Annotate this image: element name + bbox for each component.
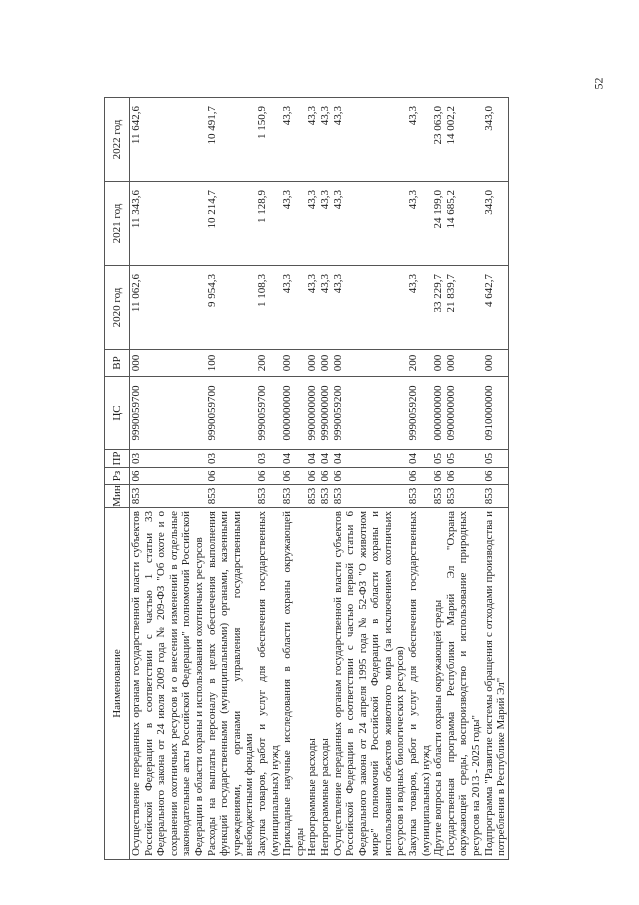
row-value-2021: 11 343,6 xyxy=(130,182,206,266)
row-pr: 03 xyxy=(256,450,281,468)
row-vr: 200 xyxy=(407,350,432,377)
row-rz: 06 xyxy=(445,468,483,485)
row-vr: 000 xyxy=(130,350,206,377)
table-row xyxy=(281,98,306,860)
row-rz: 06 xyxy=(256,468,281,485)
header-rz: Рз xyxy=(105,468,130,485)
header-name: Наименование xyxy=(105,508,130,860)
row-value-2022: 1 150,9 xyxy=(256,98,281,182)
row-name: Прикладные научные исследования в области охраны окружающей среды xyxy=(281,508,306,860)
budget-table-rotated xyxy=(104,98,584,860)
row-name: Осуществление переданных органам государственной власти субъектов Российской Федерации в соответствии с частью первой статьи 6 Федерального закона от 24 апреля 1995 года № 52-ФЗ "О животном мире" полномочий Российской Федерации в области охраны и использования объектов животного мира (за исключением охотничьих ресурсов и водных биологических ресурсов) xyxy=(332,508,408,860)
row-cs: 0000000000 xyxy=(281,377,306,450)
row-value-2021: 43,3 xyxy=(319,182,332,266)
row-name: Закупка товаров, работ и услуг для обеспечения государственных (муниципальных) нужд xyxy=(256,508,281,860)
row-value-2022: 11 642,6 xyxy=(130,98,206,182)
table-row xyxy=(445,98,483,860)
table-row xyxy=(483,98,509,860)
row-cs: 0000000000 xyxy=(432,377,445,450)
row-value-2022: 43,3 xyxy=(407,98,432,182)
row-pr: 03 xyxy=(206,450,256,468)
row-value-2021: 10 214,7 xyxy=(206,182,256,266)
row-min: 853 xyxy=(332,485,408,508)
row-min: 853 xyxy=(306,485,319,508)
row-name: Государственная программа Республики Марий Эл "Охрана окружающей среды, воспроизводство и использование природных ресурсов на 2013 - 2025 годы" xyxy=(445,508,483,860)
row-min: 853 xyxy=(407,485,432,508)
row-rz: 06 xyxy=(407,468,432,485)
header-min: Мин xyxy=(105,485,130,508)
row-pr: 04 xyxy=(319,450,332,468)
row-min: 853 xyxy=(432,485,445,508)
row-vr: 000 xyxy=(319,350,332,377)
header-year-2021: 2021 год xyxy=(105,182,130,266)
table-row xyxy=(306,98,319,860)
row-min: 853 xyxy=(206,485,256,508)
row-cs: 9990059200 xyxy=(332,377,408,450)
row-cs: 9990000000 xyxy=(319,377,332,450)
row-value-2020: 9 954,3 xyxy=(206,266,256,350)
row-rz: 06 xyxy=(483,468,509,485)
row-cs: 0910000000 xyxy=(483,377,509,450)
row-value-2022: 43,3 xyxy=(319,98,332,182)
row-vr: 000 xyxy=(332,350,408,377)
row-value-2020: 43,3 xyxy=(407,266,432,350)
header-year-2020: 2020 год xyxy=(105,266,130,350)
row-value-2021: 43,3 xyxy=(306,182,319,266)
row-rz: 06 xyxy=(281,468,306,485)
row-min: 853 xyxy=(130,485,206,508)
row-rz: 06 xyxy=(432,468,445,485)
table-row xyxy=(256,98,281,860)
row-name: Другие вопросы в области охраны окружающей среды xyxy=(432,508,445,860)
row-rz: 06 xyxy=(332,468,408,485)
row-pr: 04 xyxy=(281,450,306,468)
table-header-row xyxy=(105,98,130,860)
row-pr: 04 xyxy=(407,450,432,468)
table-row xyxy=(319,98,332,860)
budget-table xyxy=(104,97,509,860)
row-vr: 000 xyxy=(306,350,319,377)
row-cs: 9990059700 xyxy=(130,377,206,450)
row-value-2021: 24 199,0 xyxy=(432,182,445,266)
row-rz: 06 xyxy=(130,468,206,485)
row-pr: 05 xyxy=(483,450,509,468)
row-rz: 06 xyxy=(306,468,319,485)
header-vr: ВР xyxy=(105,350,130,377)
row-pr: 05 xyxy=(445,450,483,468)
row-pr: 05 xyxy=(432,450,445,468)
row-value-2020: 21 839,7 xyxy=(445,266,483,350)
row-vr: 000 xyxy=(281,350,306,377)
row-value-2022: 10 491,7 xyxy=(206,98,256,182)
row-value-2021: 43,3 xyxy=(281,182,306,266)
row-rz: 06 xyxy=(319,468,332,485)
row-name: Расходы на выплаты персоналу в целях обеспечения выполнения функций государственными (муниципальными) органами, казенными учреждениями, органами управления государственными внебюджетными фондами xyxy=(206,508,256,860)
row-cs: 9990059700 xyxy=(206,377,256,450)
header-pr: ПР xyxy=(105,450,130,468)
table-row xyxy=(206,98,256,860)
row-value-2022: 43,3 xyxy=(306,98,319,182)
row-value-2020: 43,3 xyxy=(281,266,306,350)
row-vr: 000 xyxy=(445,350,483,377)
row-min: 853 xyxy=(281,485,306,508)
row-value-2020: 1 108,3 xyxy=(256,266,281,350)
row-pr: 03 xyxy=(130,450,206,468)
row-value-2022: 23 063,0 xyxy=(432,98,445,182)
page-number: 52 xyxy=(591,77,606,90)
row-value-2020: 43,3 xyxy=(306,266,319,350)
row-value-2020: 43,3 xyxy=(319,266,332,350)
row-value-2020: 33 229,7 xyxy=(432,266,445,350)
row-name: Закупка товаров, работ и услуг для обеспечения государственных (муниципальных) нужд xyxy=(407,508,432,860)
table-row xyxy=(130,98,206,860)
row-vr: 100 xyxy=(206,350,256,377)
row-value-2021: 1 128,9 xyxy=(256,182,281,266)
row-cs: 0900000000 xyxy=(445,377,483,450)
row-value-2020: 4 642,7 xyxy=(483,266,509,350)
row-value-2020: 11 062,6 xyxy=(130,266,206,350)
header-year-2022: 2022 год xyxy=(105,98,130,182)
row-pr: 04 xyxy=(306,450,319,468)
row-min: 853 xyxy=(483,485,509,508)
row-value-2020: 43,3 xyxy=(332,266,408,350)
row-value-2022: 43,3 xyxy=(332,98,408,182)
row-min: 853 xyxy=(256,485,281,508)
row-value-2021: 43,3 xyxy=(332,182,408,266)
row-cs: 9900000000 xyxy=(306,377,319,450)
row-name: Осуществление переданных органам государственной власти субъектов Российской Федерации в соответствии с частью 1 статьи 33 Федерального закона от 24 июля 2009 года № 209-ФЗ "Об охоте и о сохранении охотничьих ресурсов и о внесении изменений в отдельные законодательные акты Российской Федерации" полномочий Российской Федерации в области охраны и использования охотничьих ресурсов xyxy=(130,508,206,860)
row-name: Подпрограмма "Развитие системы обращения с отходами производства и потребления в Республике Марий Эл" xyxy=(483,508,509,860)
table-row xyxy=(407,98,432,860)
row-value-2021: 343,0 xyxy=(483,182,509,266)
row-vr: 000 xyxy=(483,350,509,377)
header-cs: ЦС xyxy=(105,377,130,450)
row-value-2022: 14 002,2 xyxy=(445,98,483,182)
table-row xyxy=(332,98,408,860)
row-value-2022: 43,3 xyxy=(281,98,306,182)
row-cs: 9990059200 xyxy=(407,377,432,450)
row-min: 853 xyxy=(445,485,483,508)
row-cs: 9990059700 xyxy=(256,377,281,450)
row-min: 853 xyxy=(319,485,332,508)
row-vr: 200 xyxy=(256,350,281,377)
row-value-2021: 43,3 xyxy=(407,182,432,266)
row-vr: 000 xyxy=(432,350,445,377)
row-name: Непрограммные расходы xyxy=(319,508,332,860)
table-row xyxy=(432,98,445,860)
row-rz: 06 xyxy=(206,468,256,485)
row-name: Непрограммные расходы xyxy=(306,508,319,860)
row-value-2022: 343,0 xyxy=(483,98,509,182)
row-value-2021: 14 685,2 xyxy=(445,182,483,266)
row-pr: 04 xyxy=(332,450,408,468)
